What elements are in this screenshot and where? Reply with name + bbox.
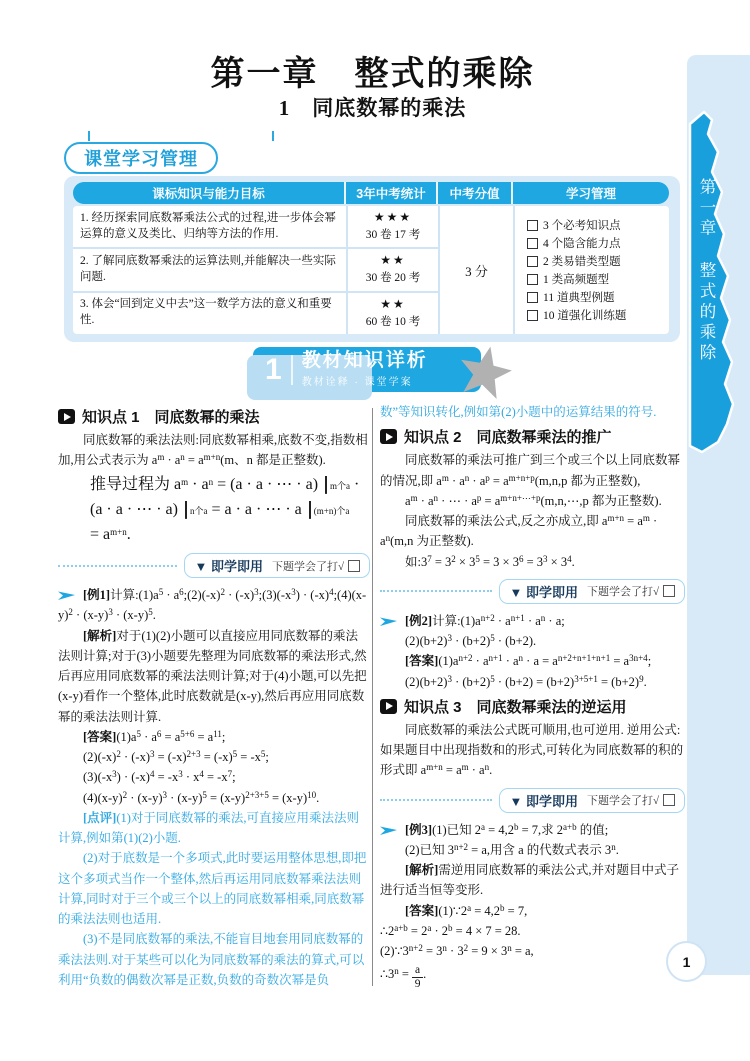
knowledge-point-3-header: 知识点 3 同底数幂乘法的逆运用 bbox=[380, 696, 685, 717]
learn-use-row bbox=[380, 788, 685, 813]
header-study-management: 学习管理 bbox=[565, 187, 616, 201]
chapter-title: 第一章 整式的乘除 bbox=[210, 55, 535, 93]
list-item: 11 道典型例题 bbox=[527, 288, 669, 306]
answer-line: $(3)(-x^3) \cdot (-x)^4 = -x^3 \cdot x^4 = -x^7$; bbox=[83, 769, 236, 785]
section-title: 教材知识详析 bbox=[301, 350, 428, 372]
answer-line: $\therefore 2^{a+b} = 2^a \cdot 2^b = 4 \times 7 = 28$. bbox=[380, 922, 521, 938]
classroom-management-banner bbox=[64, 142, 218, 174]
star-icon bbox=[457, 344, 513, 400]
right-column bbox=[380, 402, 685, 992]
paragraph: $a^m \cdot a^n$ · ⋯ · $a^p$ = $a^{m+n+\cdots+p}(m,n,\cdots,p$ 都为正整数). bbox=[405, 492, 662, 508]
answer-line: $(2)(b+2)^3 \cdot (b+2)^5 \cdot (b+2) = (b+2)^{3+5+1} = (b+2)^9$. bbox=[405, 673, 647, 689]
play-icon bbox=[380, 699, 397, 714]
table-header-row bbox=[73, 182, 669, 204]
table-row: 3. 体会“回到定义中去”这一数学方法的意义和重要性. bbox=[80, 298, 332, 327]
fraction: $\frac{a}{9}$ bbox=[412, 964, 423, 991]
dashed-tick-icon bbox=[88, 131, 90, 141]
stat-row bbox=[348, 249, 438, 292]
underbrace-icon bbox=[185, 501, 187, 519]
list-item: 3 个必考知识点 bbox=[527, 216, 669, 234]
sidebar-chapter-label: 第一章 整式的乘除 bbox=[697, 178, 715, 364]
comment: (2)对于底数是一个多项式,此时要运用整体思想,即把这个多项式当作一个整体,然后再运用同底数幂乘法法则计算,同时对于三个或三个以上的同底数幂相乘,同底数幂的乘法法则也适用. bbox=[58, 851, 367, 927]
example-line: $(2)(b+2)^3 \cdot (b+2)^5 \cdot (b+2)$. bbox=[405, 633, 537, 648]
stat-text: 60 卷 10 考 bbox=[365, 315, 421, 328]
example-1: [例1]计算$:(1)a^5$ · $a^6;(2)(-x)^2$ · $(-x)^3;(3)(-x^3)$ · $(-x)^4;(4)(x-y)^2 \cdot (x-y)^3 \cdot (x-y)^5$. bbox=[58, 587, 367, 623]
dotted-line bbox=[58, 565, 177, 567]
section-banner bbox=[253, 347, 481, 392]
comment: [点评](1)对于同底数幂的乘法,可直接应用乘法法则计算,例如第(1)(2)小题. bbox=[58, 810, 360, 846]
stat-row bbox=[348, 293, 438, 334]
answer-line: $\therefore 3^n$ = $\frac{a}{9}$ . bbox=[380, 964, 427, 991]
answer-line: $(4)(x-y)^2 \cdot (x-y)^3 \cdot (x-y)^5 = (x-y)^{2+3+5} = (x-y)^{10}$. bbox=[83, 789, 320, 805]
checkbox-icon[interactable] bbox=[663, 585, 675, 597]
example-pointer-icon bbox=[58, 590, 75, 601]
table-body bbox=[73, 206, 669, 334]
goals-column bbox=[73, 206, 346, 334]
exam-score-cell: 3 分 bbox=[438, 206, 513, 334]
answer-line: [答案]$(1)a^5 \cdot a^6 = a^{5+6} = a^{11}$; bbox=[83, 728, 226, 744]
lesson-title: 1 同底数幂的乘法 bbox=[278, 96, 467, 120]
stat-text: 30 卷 20 考 bbox=[365, 272, 421, 285]
dotted-line bbox=[380, 799, 492, 801]
checkbox-icon[interactable] bbox=[527, 292, 538, 303]
braced-group: (a · a · ⋯ · a) n个a bbox=[90, 500, 208, 518]
learn-use-box: ▼ 即学即用 下题学会了打√ bbox=[184, 553, 370, 578]
star-rating: ★★★ bbox=[373, 210, 413, 225]
learn-use-box: ▼ 即学即用 下题学会了打√ bbox=[499, 579, 685, 604]
play-icon bbox=[380, 429, 397, 444]
knowledge-point-2-header: 知识点 2 同底数幂乘法的推广 bbox=[380, 426, 685, 447]
derivation-formula: 推导过程为 $a^m \cdot a^n$ = (a · a · ⋯ · a) m个a · (a · a · ⋯ · a) n个a = a · a · ⋯ · a (m+n)个a = $a^{m+n}$. bbox=[58, 473, 370, 547]
example-line: (2)已知 $3^{n+2} = a$,用含 a 的代数式表示 3$^n$. bbox=[405, 841, 619, 857]
example-3: [例3](1)已知 $2^a = 4,2^b = 7$,求 $2^{a+b}$ 的值; bbox=[380, 820, 685, 840]
learn-use-row bbox=[58, 553, 370, 578]
checkbox-icon[interactable] bbox=[527, 256, 538, 267]
answer-line: $(2)\because 3^{n+2} = 3^n \cdot 3^2 = 9 \times 3^n = a$, bbox=[380, 943, 534, 958]
comment-continuation: 数”等知识转化,例如第(2)小题中的运算结果的符号. bbox=[380, 405, 657, 419]
banner-label: 课堂学习管理 bbox=[84, 149, 198, 169]
stat-row bbox=[348, 206, 438, 249]
header-goals: 课标知识与能力目标 bbox=[73, 182, 346, 204]
study-management-cell bbox=[513, 206, 669, 334]
left-column bbox=[58, 402, 370, 990]
section-subtitle: 教材诠释 · 课堂学案 bbox=[301, 376, 413, 388]
paragraph: 同底数幂的乘法公式,反之亦成立,即 $a^{m+n} = a^m \cdot a^n(m,n$ 为正整数). bbox=[380, 513, 658, 549]
answer-line: $(2)(-x)^2 \cdot (-x)^3 = (-x)^{2+3} = (-x)^5 = -x^5$; bbox=[83, 749, 269, 765]
star-rating: ★★ bbox=[380, 296, 406, 311]
header-exam-score: 中考分值 bbox=[438, 182, 513, 204]
learn-use-box: ▼ 即学即用 下题学会了打√ bbox=[499, 788, 685, 813]
analysis: [解析]对于(1)(2)小题可以直接应用同底数幂的乘法法则计算;对于(3)小题要先整理为同底数幂的乘法形式,然后再应用同底数幂的乘法法则计算;对于(4)小题,可以先把(x-y)看作一个整体,此时底数就是(x-y),然后再应用同底数幂的乘法法则计算. bbox=[58, 628, 367, 724]
paragraph: 同底数幂的乘法可推广到三个或三个以上同底数幂的情况,即 $a^m \cdot a^n \cdot a^p = a^{m+n+p}(m,n,p$ 都为正整数), bbox=[380, 453, 681, 488]
checkbox-icon[interactable] bbox=[663, 794, 675, 806]
divider bbox=[291, 355, 293, 385]
header-exam-stats: 3年中考统计 bbox=[346, 182, 438, 204]
list-item: 2 类易错类型题 bbox=[527, 252, 669, 270]
star-rating: ★★ bbox=[380, 253, 406, 268]
list-item: 1 类高频题型 bbox=[527, 270, 669, 288]
example-pointer-icon bbox=[380, 825, 397, 836]
analysis: [解析]需逆用同底数幂的乘法公式,并对题目中式子进行适当恒等变形. bbox=[380, 863, 679, 898]
page-number-badge: 1 bbox=[666, 941, 707, 982]
exam-stats-column bbox=[346, 206, 438, 334]
example-pointer-icon bbox=[380, 616, 397, 627]
knowledge-point-1-header: 知识点 1 同底数幂的乘法 bbox=[58, 406, 370, 427]
checkbox-icon[interactable] bbox=[527, 310, 538, 321]
table-row: 1. 经历探索同底数幂乘法公式的过程,进一步体会幂运算的意义及类比、归纳等方法的作用. bbox=[73, 206, 346, 249]
braced-group: a · a · ⋯ · a (m+n)个a bbox=[224, 500, 350, 518]
paragraph: 同底数幂的乘法法则:同底数幂相乘,底数不变,指数相加,用公式表示为 $a^m \cdot a^n = a^{m+n}(m$、n 都是正整数). bbox=[58, 433, 368, 468]
comment: (3)不是同底数幂的乘法,不能盲目地套用同底数幂的乘法法则.对于某些可以化为同底数幂的乘法的算式,可以利用“负数的偶数次幂是正数,负数的奇数次幂是负 bbox=[58, 932, 365, 987]
checkbox-icon[interactable] bbox=[527, 220, 538, 231]
underbrace-icon bbox=[309, 501, 311, 519]
paragraph: 同底数幂的乘法公式既可顺用,也可逆用. 逆用公式:如果题目中出现指数和的形式,可转化为同底数幂的积的形式即 $a^{m+n} = a^m \cdot a^n$. bbox=[380, 722, 684, 778]
play-icon bbox=[58, 409, 75, 424]
list-item: 10 道强化训练题 bbox=[527, 306, 669, 324]
objectives-table bbox=[64, 176, 680, 342]
paragraph: 如$:3^7 = 3^2 \times 3^5 = 3 \times 3^6 = 3^3 \times 3^4$. bbox=[405, 553, 575, 569]
stat-text: 30 卷 17 考 bbox=[365, 229, 421, 242]
checkbox-icon[interactable] bbox=[527, 238, 538, 249]
table-row: 2. 了解同底数幂乘法的运算法则,并能解决一些实际问题. bbox=[73, 249, 346, 292]
answer-line: [答案]$(1)\because 2^a = 4,2^b = 7$, bbox=[405, 902, 528, 918]
learn-use-row bbox=[380, 579, 685, 604]
checkbox-icon[interactable] bbox=[348, 560, 360, 572]
answer-line: [答案]$(1)a^{n+2} \cdot a^{n+1} \cdot a^n \cdot a = a^{n+2+n+1+n+1} = a^{3n+4}$; bbox=[405, 653, 652, 669]
braced-group: (a · a · ⋯ · a) m个a bbox=[230, 475, 351, 493]
column-divider bbox=[372, 408, 373, 986]
checkbox-icon[interactable] bbox=[527, 274, 538, 285]
list-item: 4 个隐含能力点 bbox=[527, 234, 669, 252]
dashed-tick-icon bbox=[272, 131, 274, 141]
example-2: [例2]计算$:(1)a^{n+2} \cdot a^{n+1} \cdot a^n \cdot a$; bbox=[380, 611, 685, 631]
dotted-line bbox=[380, 590, 492, 592]
section-number: 1 bbox=[265, 352, 282, 386]
underbrace-icon bbox=[325, 476, 327, 494]
